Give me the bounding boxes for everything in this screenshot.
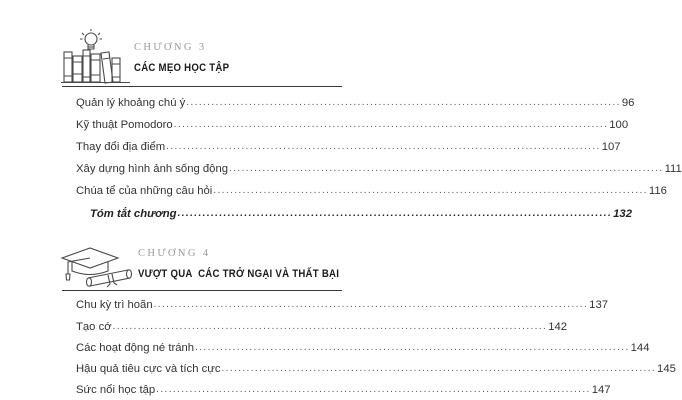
- toc-entry-page: 142: [548, 321, 568, 333]
- toc-leader-dots: ........................................................................................................: [186, 97, 621, 108]
- toc-entry-page: 147: [591, 384, 611, 396]
- toc-leader-dots: ........................................................................................................: [153, 299, 589, 310]
- toc-entry-page: 116: [648, 185, 667, 197]
- toc-entry-page: 137: [589, 299, 609, 311]
- toc-leader-dots: ........................................................................................................: [166, 141, 601, 152]
- toc-entry-title: Các hoạt động né tránh: [76, 342, 195, 354]
- chapter-4-kicker: CHƯƠNG 4: [138, 248, 211, 259]
- toc-leader-dots: ........................................................................................................: [195, 342, 630, 353]
- toc-entry-title: Tóm tắt chương: [90, 208, 177, 220]
- toc-entry[interactable]: [76, 160, 682, 176]
- toc-entry-page: 96: [621, 97, 635, 109]
- toc-entry-page: 145: [657, 363, 676, 375]
- toc-leader-dots: ........................................................................................................: [156, 384, 591, 395]
- chapter-3-title: CÁC MẸO HỌC TẬP: [134, 62, 230, 74]
- toc-entry[interactable]: [76, 318, 568, 334]
- chapter-4-title: VƯỢT QUA CÁC TRỞ NGẠI VÀ THẤT BẠI: [138, 268, 340, 280]
- chapter-3-kicker: CHƯƠNG 3: [134, 42, 207, 53]
- toc-entry-page: 100: [609, 119, 629, 131]
- toc-entry[interactable]: [76, 339, 650, 355]
- toc-entry-title: Kỹ thuật Pomodoro: [76, 119, 173, 131]
- toc-leader-dots: ........................................................................................................: [173, 119, 609, 130]
- toc-leader-dots: ........................................................................................................: [112, 321, 548, 332]
- toc-entry[interactable]: [76, 182, 667, 198]
- toc-leader-dots: ........................................................................................................: [221, 363, 657, 374]
- toc-entry-title: Quản lý khoảng chú ý: [76, 97, 186, 109]
- toc-entry-title: Chu kỳ trì hoãn: [76, 299, 153, 311]
- toc-entry[interactable]: [76, 116, 629, 132]
- chapter-3-divider: [62, 86, 342, 87]
- toc-entry-title: Tạo cớ: [76, 321, 112, 333]
- toc-entry[interactable]: [76, 360, 676, 376]
- toc-leader-dots: ........................................................................................................: [177, 208, 613, 219]
- toc-entry-title: Sức nổi học tập: [76, 384, 156, 396]
- toc-entry-page: 132: [613, 208, 632, 220]
- toc-entry-title: Xây dựng hình ảnh sống động: [76, 163, 229, 175]
- toc-entry[interactable]: [76, 296, 609, 312]
- toc-entry-title: Thay đổi địa điểm: [76, 141, 166, 153]
- toc-entry-page: 144: [630, 342, 650, 354]
- toc-leader-dots: ........................................................................................................: [229, 163, 664, 174]
- toc-entry-title: Hậu quả tiêu cực và tích cực: [76, 363, 221, 375]
- books-lightbulb-icon: [60, 28, 132, 86]
- toc-summary-entry[interactable]: [90, 205, 632, 221]
- toc-entry[interactable]: [76, 381, 611, 397]
- toc-entry[interactable]: [76, 94, 635, 110]
- toc-entry-page: 107: [601, 141, 621, 153]
- toc-entry[interactable]: [76, 138, 621, 154]
- toc-leader-dots: ........................................................................................................: [213, 185, 648, 196]
- toc-entry-title: Chúa tể của những câu hỏi: [76, 185, 213, 197]
- chapter-4-divider: [62, 290, 342, 291]
- toc-entry-page: 111: [664, 163, 682, 175]
- graduation-cap-diploma-icon: [58, 244, 136, 292]
